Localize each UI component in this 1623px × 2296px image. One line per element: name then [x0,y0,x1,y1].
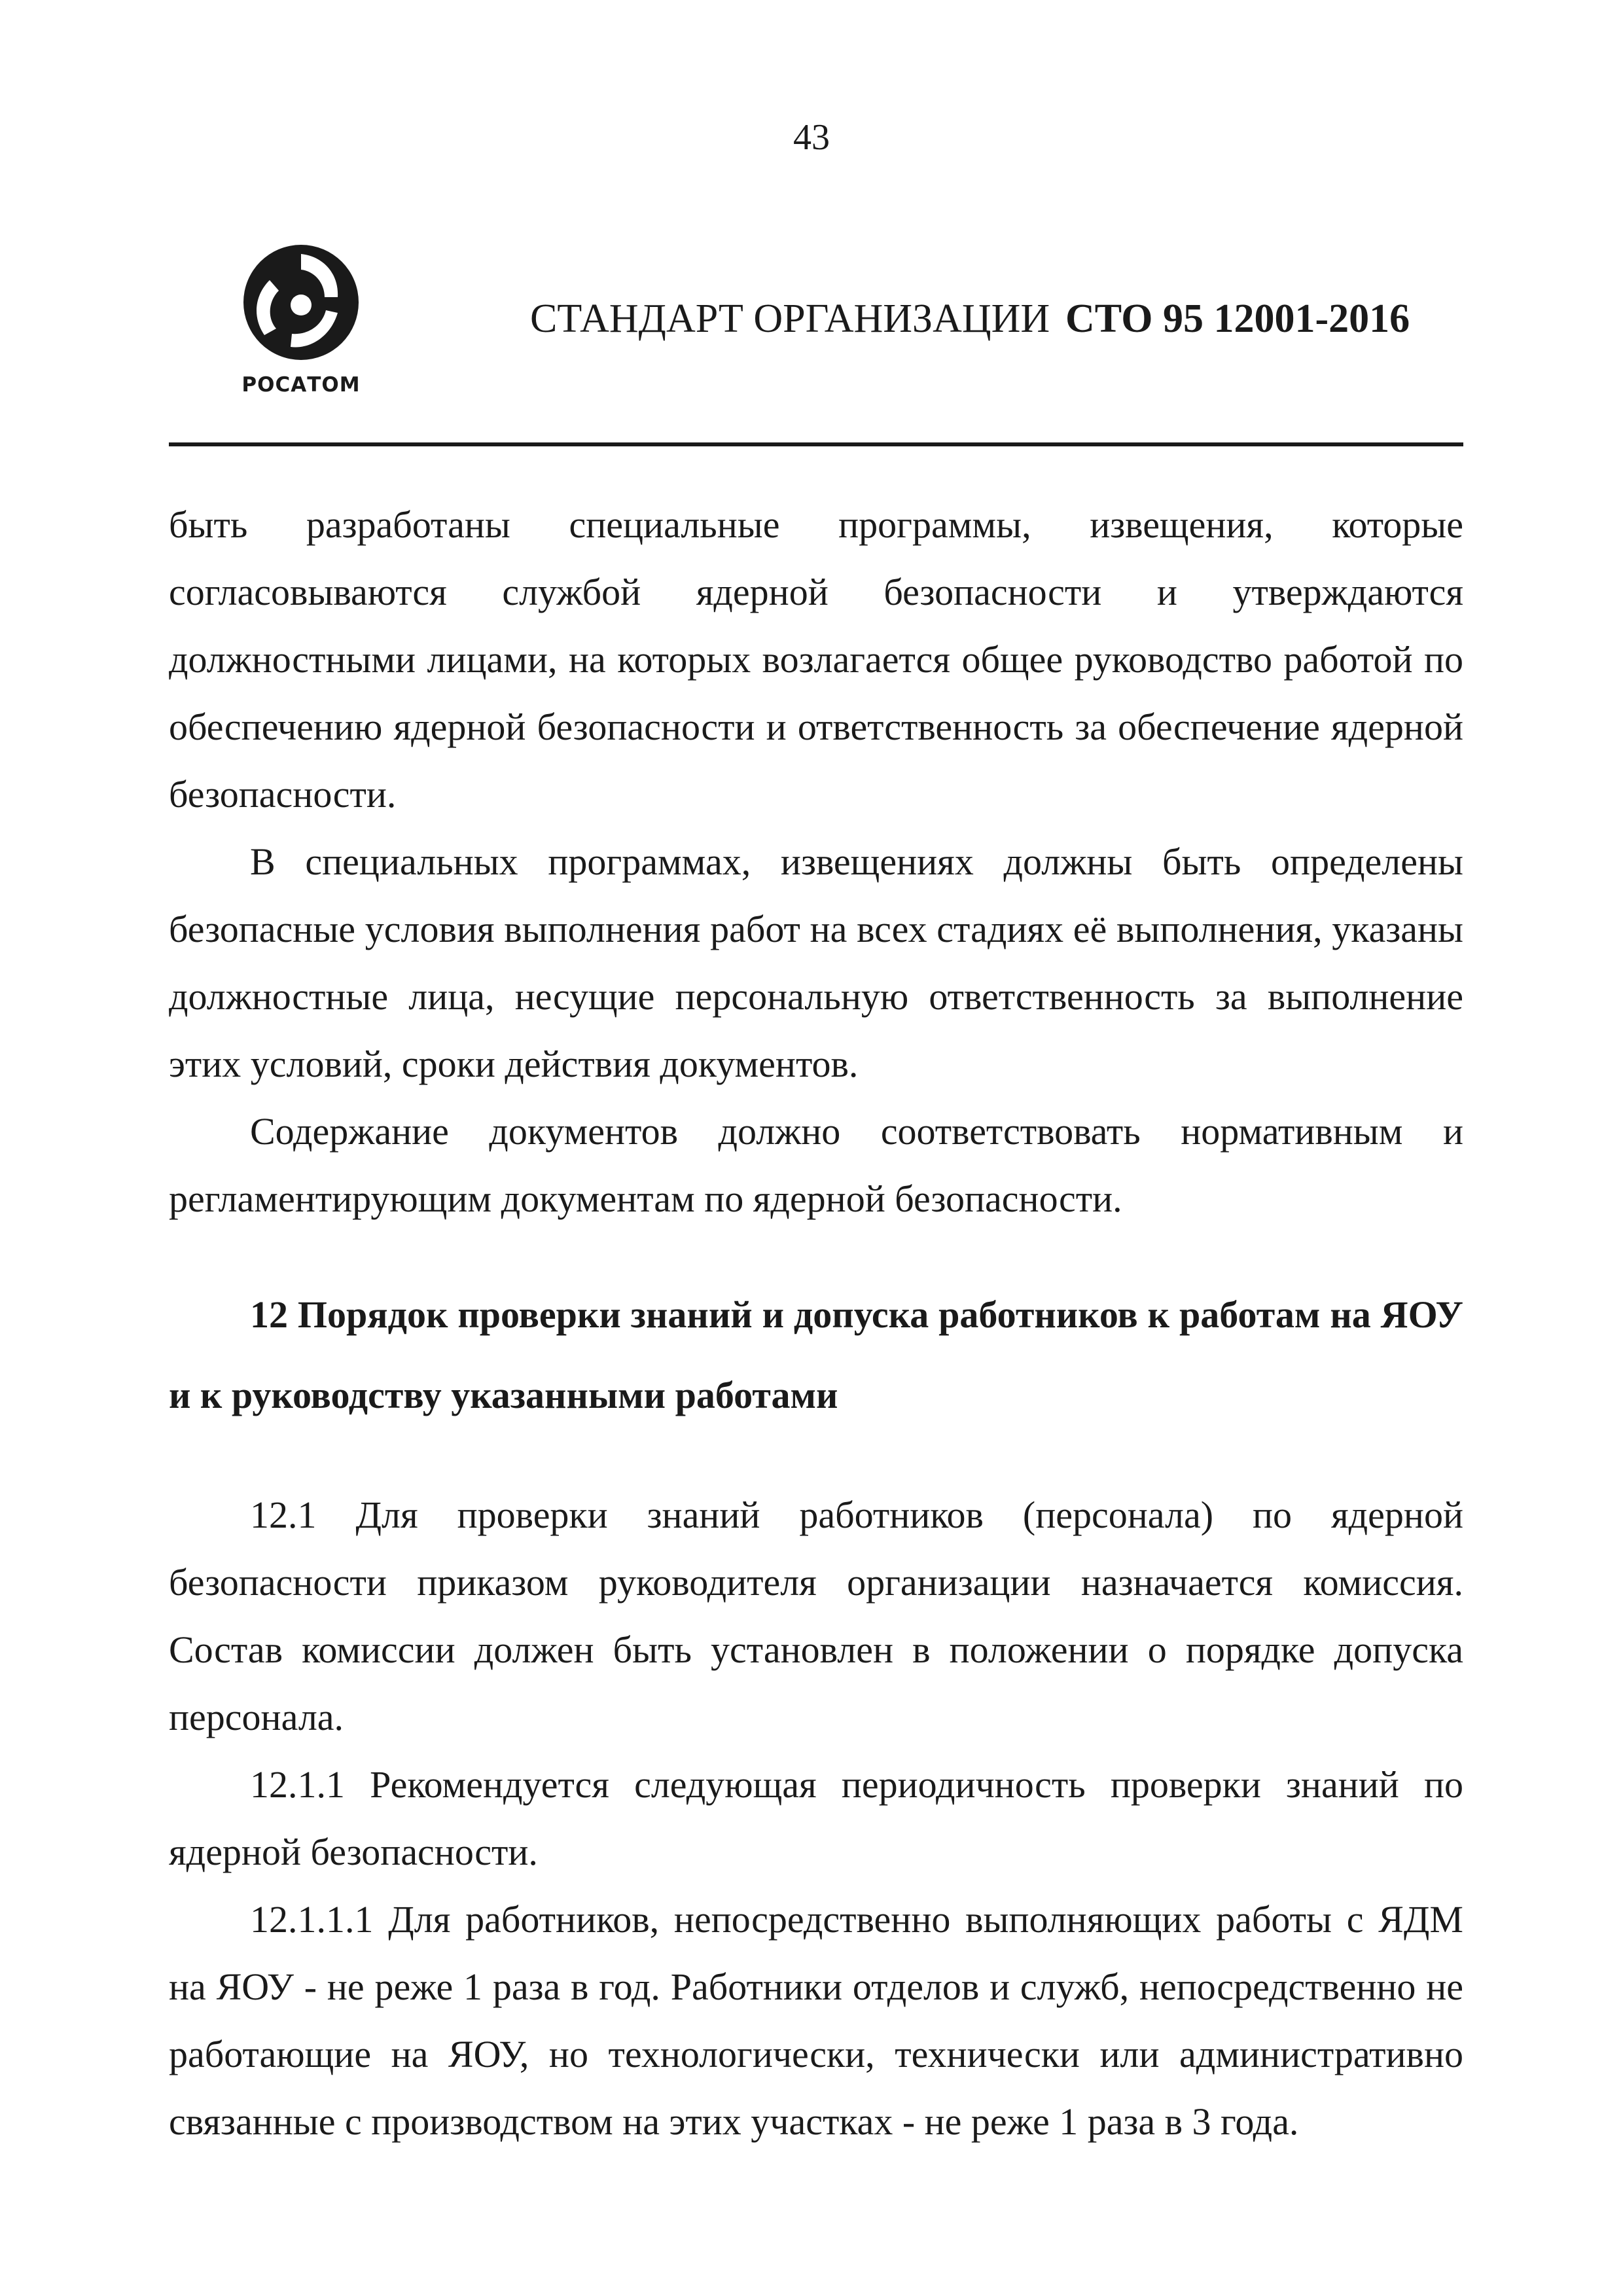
standard-title: СТАНДАРТ ОРГАНИЗАЦИИ [530,296,1050,341]
section-heading: 12 Порядок проверки знаний и допуска работников к работам на ЯОУ и к руководству указанными работами [169,1293,1463,1416]
rosatom-emblem-icon [223,237,380,368]
paragraph: В специальных программах, извещениях должны быть определены безопасные условия выполнения работ на всех стадиях её выполнения, указаны должностные лица, несущие персональную ответственность за выполнение этих условий, сроки действия документов. [169,840,1463,1085]
standard-code: СТО 95 12001-2016 [1065,296,1410,341]
rosatom-logo [223,237,380,407]
paragraph: Содержание документов должно соответствовать нормативным и регламентирующим документам по ядерной безопасности. [169,1110,1463,1220]
paragraph: быть разработаны специальные программы, извещения, которые согласовываются службой ядерной безопасности и утверждаются должностными лицами, на которых возлагается общее руководство работой по обеспечению ядерной безопасности и ответственность за обеспечение ядерной безопасности. [169,503,1463,816]
document-body [169,491,1463,2155]
paragraph: 12.1 Для проверки знаний работников (персонала) по ядерной безопасности приказом руководителя организации назначается комиссия. Состав комиссии должен быть установлен в положении о порядке допуска персонала. [169,1494,1463,1738]
paragraph: 12.1.1.1 Для работников, непосредственно выполняющих работы с ЯДМ на ЯОУ - не реже 1 раза в год. Работники отделов и служб, непосредственно не работающие на ЯОУ, но технологически, технически или административно связанные с производством на этих участках - не реже 1 раза в 3 года. [169,1898,1463,2143]
logo-text: РОСАТОМ [241,373,361,397]
paragraph: 12.1.1 Рекомендуется следующая периодичность проверки знаний по ядерной безопасности. [169,1763,1463,1873]
header-divider [169,442,1463,446]
page-number: 43 [793,117,830,158]
